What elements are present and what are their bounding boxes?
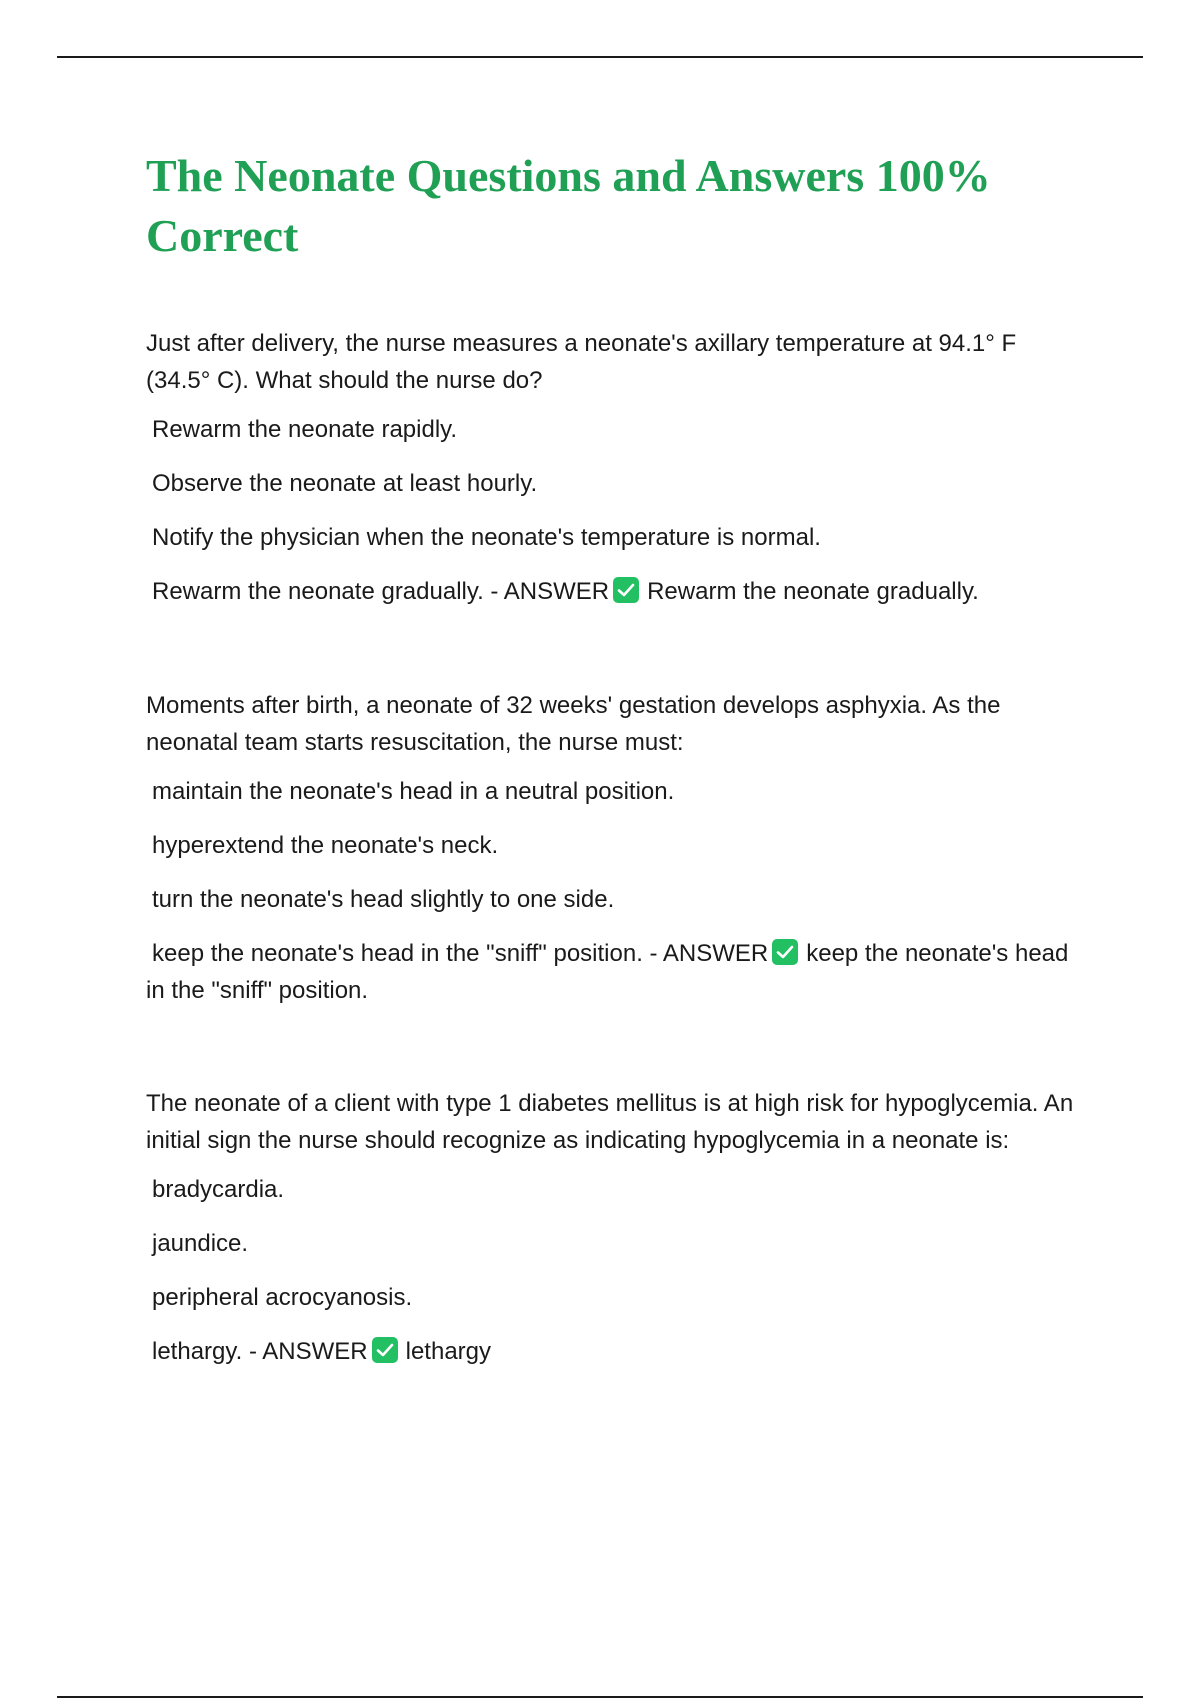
answer-text: lethargy (405, 1338, 492, 1365)
option-item: Notify the physician when the neonate's temperature is normal. (152, 524, 821, 551)
check-mark-icon (372, 1337, 398, 1363)
answer-option-text: keep the neonate's head in the "sniff" position. - ANSWER (152, 940, 769, 967)
answer-text: keep the neonate's head in the "sniff" position. (146, 940, 1069, 1004)
question-block-2 (146, 687, 1086, 1026)
question-block-1 (146, 325, 1086, 627)
check-mark-icon (772, 939, 798, 965)
question-text: Just after delivery, the nurse measures a neonate's axillary temperature at 94.1° F (34.5° C). What should the nurse do? (146, 330, 1017, 394)
question-text: The neonate of a client with type 1 diabetes mellitus is at high risk for hypoglycemia. An initial sign the nurse should recognize as indicating hypoglycemia in a neonate is: (146, 1090, 1074, 1154)
question-text: Moments after birth, a neonate of 32 weeks' gestation develops asphyxia. As the neonatal team starts resuscitation, the nurse must: (146, 692, 1001, 756)
answer-line (146, 935, 1086, 1009)
option-item: jaundice. (152, 1230, 249, 1257)
answer-option-text: lethargy. - ANSWER (152, 1338, 368, 1365)
check-mark-icon (613, 577, 639, 603)
bottom-rule (57, 1696, 1143, 1698)
answer-text: Rewarm the neonate gradually. (647, 578, 979, 605)
question-block-3 (146, 1085, 1086, 1387)
option-item: turn the neonate's head slightly to one side. (152, 886, 615, 913)
answer-option-text: Rewarm the neonate gradually. - ANSWER (152, 578, 610, 605)
option-item: maintain the neonate's head in a neutral position. (152, 778, 675, 805)
option-item: hyperextend the neonate's neck. (152, 832, 499, 859)
option-item: bradycardia. (152, 1176, 285, 1203)
option-item: peripheral acrocyanosis. (152, 1284, 413, 1311)
answer-line (146, 573, 1086, 610)
answer-line (146, 1333, 1086, 1370)
top-rule (57, 56, 1143, 58)
document-title: The Neonate Questions and Answers 100% Correct (146, 150, 991, 261)
option-item: Observe the neonate at least hourly. (152, 470, 538, 497)
option-item: Rewarm the neonate rapidly. (152, 416, 458, 443)
